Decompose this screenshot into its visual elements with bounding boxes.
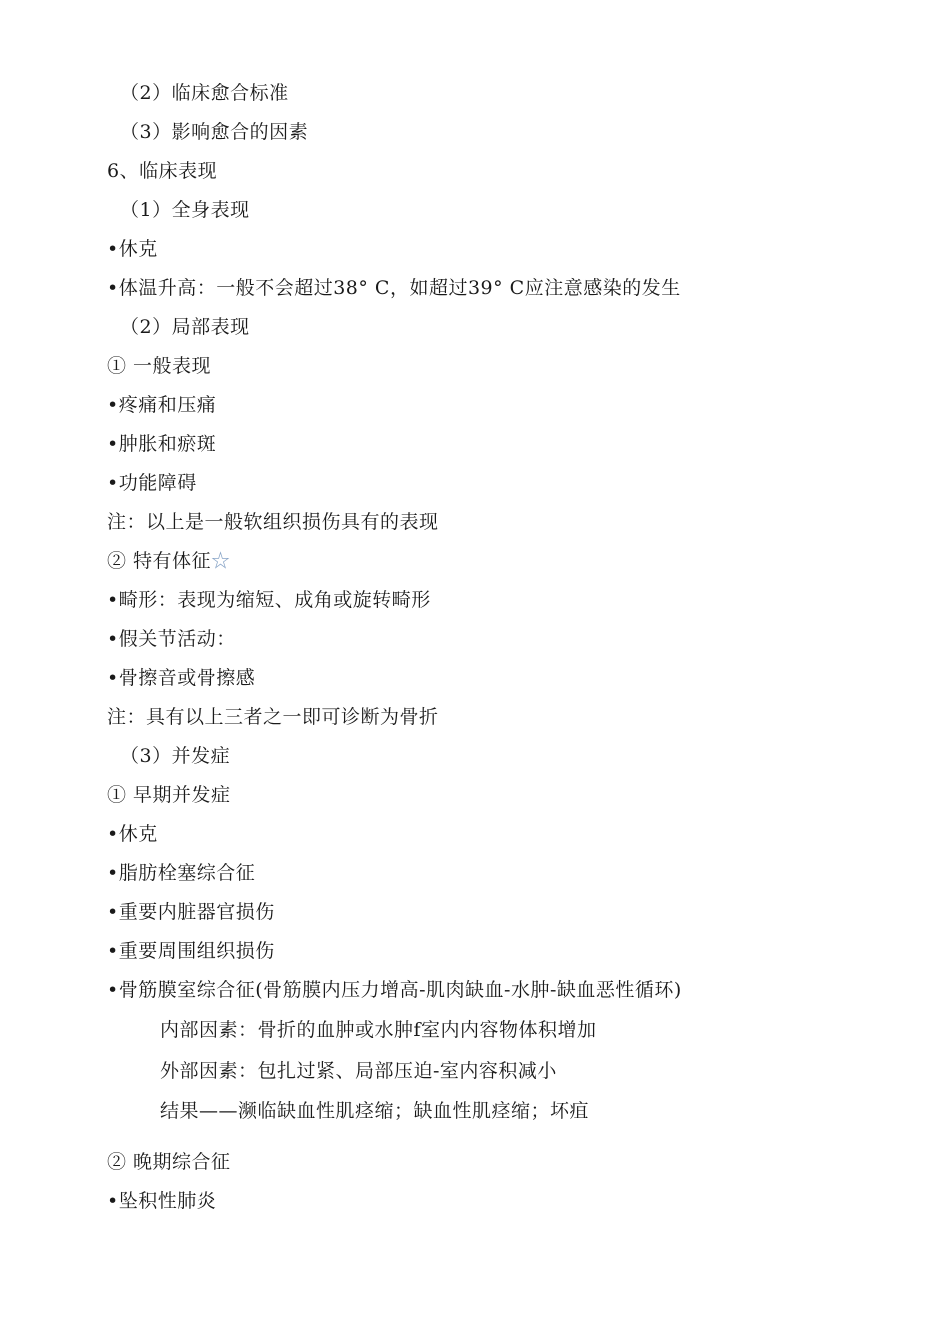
note-line: 注：具有以上三者之一即可诊断为骨折 xyxy=(107,706,439,728)
bullet-item: •功能障碍 xyxy=(107,472,197,494)
star-icon: ☆ xyxy=(211,550,231,572)
bullet-item: •肿胀和瘀斑 xyxy=(107,433,217,455)
text-line: （1）全身表现 xyxy=(120,199,250,221)
bullet-item: •休克 xyxy=(107,823,158,845)
bullet-item: •坠积性肺炎 xyxy=(107,1190,217,1212)
bullet-item: •体温升高：一般不会超过38° C，如超过39° C应注意感染的发生 xyxy=(107,277,681,299)
text-line: ② 晚期综合征 xyxy=(107,1151,231,1173)
bullet-item: •疼痛和压痛 xyxy=(107,394,217,416)
text-line: （3）影响愈合的因素 xyxy=(120,121,309,143)
sub-item: 内部因素：骨折的血肿或水肿f室内内容物体积增加 xyxy=(160,1019,597,1041)
bullet-item: •重要周围组织损伤 xyxy=(107,940,275,962)
bullet-item: •畸形：表现为缩短、成角或旋转畸形 xyxy=(107,589,431,611)
section-heading: 6、临床表现 xyxy=(107,160,218,182)
text-line: （2）临床愈合标准 xyxy=(120,82,289,104)
bullet-item: •骨擦音或骨擦感 xyxy=(107,667,256,689)
text-line-label: ② 特有体征 xyxy=(107,550,212,572)
text-line: ① 早期并发症 xyxy=(107,784,231,806)
text-line: ① 一般表现 xyxy=(107,355,212,377)
bullet-item: •重要内脏器官损伤 xyxy=(107,901,275,923)
text-line: （2）局部表现 xyxy=(120,316,250,338)
text-line: （3）并发症 xyxy=(120,745,231,767)
sub-item: 外部因素：包扎过紧、局部压迫-室内容积减小 xyxy=(160,1060,557,1082)
text-line-with-star xyxy=(107,548,231,574)
bullet-item: •骨筋膜室综合征(骨筋膜内压力增高-肌肉缺血-水肿-缺血恶性循环) xyxy=(107,979,682,1001)
bullet-item: •休克 xyxy=(107,238,158,260)
bullet-item: •脂肪栓塞综合征 xyxy=(107,862,256,884)
sub-item: 结果——濒临缺血性肌痉缩；缺血性肌痉缩；坏疽 xyxy=(160,1100,590,1122)
bullet-item: •假关节活动： xyxy=(107,628,236,650)
note-line: 注：以上是一般软组织损伤具有的表现 xyxy=(107,511,439,533)
